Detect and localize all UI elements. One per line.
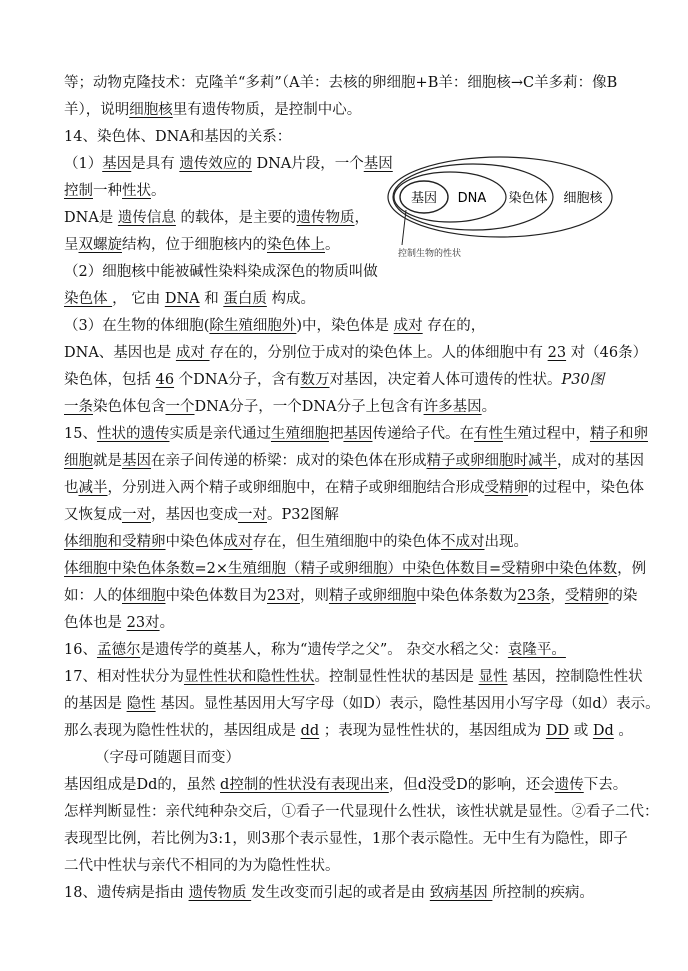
text-segment: DNA分子，一个DNA分子上包含有 xyxy=(194,399,424,415)
underlined-text: 受精卵 xyxy=(484,480,528,496)
text-segment: 或 xyxy=(569,723,593,739)
label-nucleus: 细胞核 xyxy=(563,191,603,206)
text-segment: 存在，但生殖细胞中的染色体 xyxy=(252,534,441,550)
text-segment: 。 xyxy=(481,399,497,415)
text-segment: 。 xyxy=(151,183,166,199)
text-segment: ，基因也变成 xyxy=(151,507,238,523)
underlined-text: 遗传物质 xyxy=(296,210,355,226)
underlined-text: 遗传信息 xyxy=(117,210,176,226)
underlined-text: 双螺旋 xyxy=(78,237,122,253)
underlined-text: 一对 xyxy=(122,507,151,523)
text-segment: 中染色体数目为 xyxy=(165,588,267,604)
text-line xyxy=(64,693,660,715)
text-segment: DNA片段，一个 xyxy=(251,156,364,172)
text-segment: ，则 xyxy=(299,588,329,604)
text-line xyxy=(64,369,604,391)
underlined-text: 许多基因 xyxy=(423,399,482,415)
text-segment: 又恢复成 xyxy=(64,507,122,523)
text-line xyxy=(64,315,485,337)
caption-pointer xyxy=(402,210,406,245)
text-line xyxy=(64,531,528,553)
text-line xyxy=(64,72,617,94)
text-segment: 18、遗传病是指由 xyxy=(64,885,189,901)
text-segment: （1） xyxy=(64,156,103,172)
text-segment: ，但d没受D的影响，还会 xyxy=(388,777,555,793)
underlined-text: 46 xyxy=(155,372,175,388)
text-segment: 是遗传学的奠基人，称为“遗传学之父”。 杂交水稻之父： xyxy=(140,642,508,658)
text-segment: 所控制的疾病。 xyxy=(492,885,594,901)
text-segment: 染色体包含 xyxy=(93,399,166,415)
text-segment: 的过程中，染色体 xyxy=(528,480,644,496)
underlined-text: 一个 xyxy=(165,399,195,415)
text-line xyxy=(64,612,174,634)
text-segment: 16、 xyxy=(64,642,97,658)
text-line xyxy=(64,261,378,283)
label-chromosome: 染色体 xyxy=(508,191,548,206)
text-segment: 基因，控制隐性性状 xyxy=(507,669,643,685)
underlined-text: 袁隆平。 xyxy=(507,642,566,658)
text-segment: 呈 xyxy=(64,237,79,253)
text-segment: ，例 xyxy=(617,561,647,577)
text-segment: 和 xyxy=(199,291,224,307)
text-segment: 是具有 xyxy=(131,156,180,172)
text-line xyxy=(64,477,644,499)
underlined-text: 基因 xyxy=(343,426,373,442)
text-segment: 里有遗传物质，是控制中心。 xyxy=(172,102,362,118)
underlined-text: 数万 xyxy=(300,372,330,388)
nested-ellipse-diagram xyxy=(384,142,616,274)
text-segment: 的基因是 xyxy=(64,696,127,712)
text-segment: 17、相对性状分为 xyxy=(64,669,184,685)
text-segment: 对（46条） xyxy=(566,345,648,361)
text-segment: 对基因，决定着人体可遗传的性状。 xyxy=(329,372,562,388)
text-line xyxy=(64,855,340,877)
underlined-text: 精子或卵细胞 xyxy=(328,588,416,604)
underlined-text: 基因 xyxy=(122,453,151,469)
underlined-text: 基因 xyxy=(102,156,132,172)
underlined-text: 生殖细胞 xyxy=(270,426,329,442)
text-segment: )中，染色体是 xyxy=(296,318,394,334)
text-segment: 如：人的 xyxy=(64,588,122,604)
text-segment: 存在的， xyxy=(422,318,486,334)
text-segment: 基因。显性基因用大写字母（如D）表示，隐性基因用小写字母（如d）表示。 xyxy=(155,696,660,712)
underlined-text: 一条 xyxy=(64,399,93,415)
text-segment: 出现。 xyxy=(484,534,528,550)
text-line xyxy=(64,99,361,121)
underlined-text: 遗传物质 xyxy=(188,885,252,901)
text-segment: ， xyxy=(550,588,565,604)
text-segment: 在亲子间传递的桥梁：成对的染色体在形成 xyxy=(151,453,427,469)
text-segment: ；表现为显性性状的，基因组成为 xyxy=(319,723,546,739)
text-segment: 个DNA分子，含有 xyxy=(174,372,301,388)
text-segment: 的载体，是主要的 xyxy=(175,210,297,226)
underlined-text: 细胞核 xyxy=(129,102,173,118)
underlined-text: 蛋白质 xyxy=(223,291,267,307)
text-segment: （字母可随题目而变） xyxy=(95,750,240,766)
underlined-text: d控制的性状没有表现出来 xyxy=(220,777,389,793)
text-segment: （2）细胞核中能被碱性染料染成深色的物质叫做 xyxy=(64,264,378,280)
underlined-text: 体细胞 xyxy=(122,588,166,604)
underlined-text: 23条 xyxy=(517,588,551,604)
text-segment: 14、染色体、DNA和基因的关系： xyxy=(64,129,292,145)
text-segment: 也 xyxy=(64,480,79,496)
text-segment: 。 xyxy=(613,723,633,739)
text-line xyxy=(64,666,643,688)
text-segment: 存在的，分别位于成对的染色体上。人的体细胞中有 xyxy=(209,345,548,361)
text-segment: P30图 xyxy=(561,372,605,388)
text-line xyxy=(64,126,291,148)
underlined-text: 23对 xyxy=(267,588,300,604)
text-segment: 15、 xyxy=(64,426,97,442)
text-segment: DNA是 xyxy=(64,210,118,226)
text-segment: 实质是亲代通过 xyxy=(169,426,271,442)
underlined-text: 减半 xyxy=(78,480,108,496)
text-segment: ， 它由 xyxy=(112,291,165,307)
underlined-text: 显性性状和隐性性状 xyxy=(183,669,315,685)
text-segment: 染色体，包括 xyxy=(64,372,156,388)
text-line xyxy=(64,180,166,202)
underlined-text: 细胞 xyxy=(64,453,93,469)
underlined-text: 成对 xyxy=(223,534,253,550)
underlined-text: 控制 xyxy=(64,183,93,199)
text-segment: 。 xyxy=(325,237,340,253)
underlined-text: 成对 xyxy=(393,318,423,334)
underlined-text: 染色体上 xyxy=(267,237,325,253)
underlined-text: 除生殖细胞外 xyxy=(209,318,297,334)
text-line xyxy=(64,720,633,742)
text-segment: 羊），说明 xyxy=(64,102,130,118)
text-segment: 一种 xyxy=(93,183,122,199)
underlined-text: 精子或卵细胞时减半 xyxy=(426,453,557,469)
underlined-text: 隐性 xyxy=(126,696,156,712)
text-segment: 表现型比例，若比例为3:1，则3那个表示显性，1那个表示隐性。无中生有为隐性，即子 xyxy=(64,831,628,847)
underlined-text: Dd xyxy=(592,723,614,739)
text-segment: 结构，位于细胞核内的 xyxy=(122,237,267,253)
underlined-text: dd xyxy=(300,723,320,739)
text-segment: ，分别进入两个精子或卵细胞中，在精子或卵细胞结合形成 xyxy=(107,480,485,496)
text-segment: （3）在生物的体细胞( xyxy=(64,318,210,334)
underlined-text: 受精卵 xyxy=(564,588,609,604)
text-line xyxy=(64,882,594,904)
text-line xyxy=(64,234,340,256)
underlined-text: 成对 xyxy=(175,345,210,361)
text-segment: 。 xyxy=(159,615,175,631)
text-line xyxy=(64,342,647,364)
underlined-text: 致病基因 xyxy=(429,885,493,901)
underlined-text: 体细胞中染色体条数=2×生殖细胞（精子或卵细胞）中染色体数目=受精卵中染色体数 xyxy=(64,561,618,577)
text-segment: 构成。 xyxy=(266,291,315,307)
underlined-text: DD xyxy=(545,723,570,739)
text-segment: 中染色体 xyxy=(165,534,224,550)
text-segment: 把 xyxy=(328,426,344,442)
text-line xyxy=(64,153,393,175)
text-line xyxy=(64,558,646,580)
text-segment: 基因组成是Dd的，虽然 xyxy=(64,777,221,793)
text-segment: 下去。 xyxy=(583,777,628,793)
underlined-text: 不成对 xyxy=(441,534,485,550)
underlined-text: DNA xyxy=(164,291,200,307)
text-segment: 。P32图解 xyxy=(267,507,339,523)
text-segment: 等；动物克隆技术：克隆羊“多莉”（A羊：去核的卵细胞+B羊：细胞核→C羊多莉：像B xyxy=(64,75,618,91)
text-segment: ，成对的基因 xyxy=(557,453,644,469)
underlined-text: 显性 xyxy=(478,669,508,685)
text-segment: DNA、基因也是 xyxy=(64,345,176,361)
text-segment: 生殖过程中， xyxy=(502,426,590,442)
text-segment: 的染 xyxy=(608,588,638,604)
underlined-text: 基因 xyxy=(363,156,393,172)
text-segment: ， xyxy=(354,210,370,226)
text-line xyxy=(64,504,339,526)
text-line xyxy=(64,828,628,850)
underlined-text: 体细胞和受精卵 xyxy=(64,534,166,550)
underlined-text: 有性 xyxy=(473,426,503,442)
label-gene: 基因 xyxy=(410,191,438,206)
text-line xyxy=(64,450,644,472)
underlined-text: 性状 xyxy=(122,183,151,199)
underlined-text: 23 xyxy=(547,345,567,361)
text-line xyxy=(64,639,566,661)
text-line xyxy=(64,423,648,445)
text-line xyxy=(64,288,315,310)
text-segment: 就是 xyxy=(93,453,122,469)
text-line xyxy=(64,207,369,229)
underlined-text: 精子和卵 xyxy=(589,426,648,442)
underlined-text: 染色体 xyxy=(64,291,113,307)
text-line xyxy=(64,585,637,607)
text-segment: 。控制显性性状的基因是 xyxy=(314,669,479,685)
text-segment: 二代中性状与亲代不相同的为为隐性性状。 xyxy=(64,858,340,874)
text-segment: 怎样判断显性：亲代纯种杂交后，①看子一代显现什么性状，该性状就是显性。②看子二代： xyxy=(64,804,659,820)
text-line xyxy=(64,396,496,418)
underlined-text: 遗传效应的 xyxy=(179,156,252,172)
text-line xyxy=(64,774,627,796)
underlined-text: 性状的遗传 xyxy=(96,426,170,442)
nested-ellipse-svg xyxy=(384,142,616,274)
text-segment: 那么表现为隐性性状的，基因组成是 xyxy=(64,723,301,739)
text-line xyxy=(95,747,240,769)
text-segment: 发生改变而引起的或者是由 xyxy=(251,885,430,901)
text-line xyxy=(64,801,659,823)
text-segment: 色体也是 xyxy=(64,615,127,631)
figure-caption: 控制生物的性状 xyxy=(398,249,462,259)
underlined-text: 遗传 xyxy=(554,777,584,793)
text-segment: 传递给子代。在 xyxy=(372,426,474,442)
label-dna: DNA xyxy=(457,191,487,206)
underlined-text: 23对 xyxy=(126,615,160,631)
underlined-text: 一对 xyxy=(238,507,267,523)
text-segment: 中染色体条数为 xyxy=(415,588,518,604)
underlined-text: 孟德尔 xyxy=(96,642,141,658)
